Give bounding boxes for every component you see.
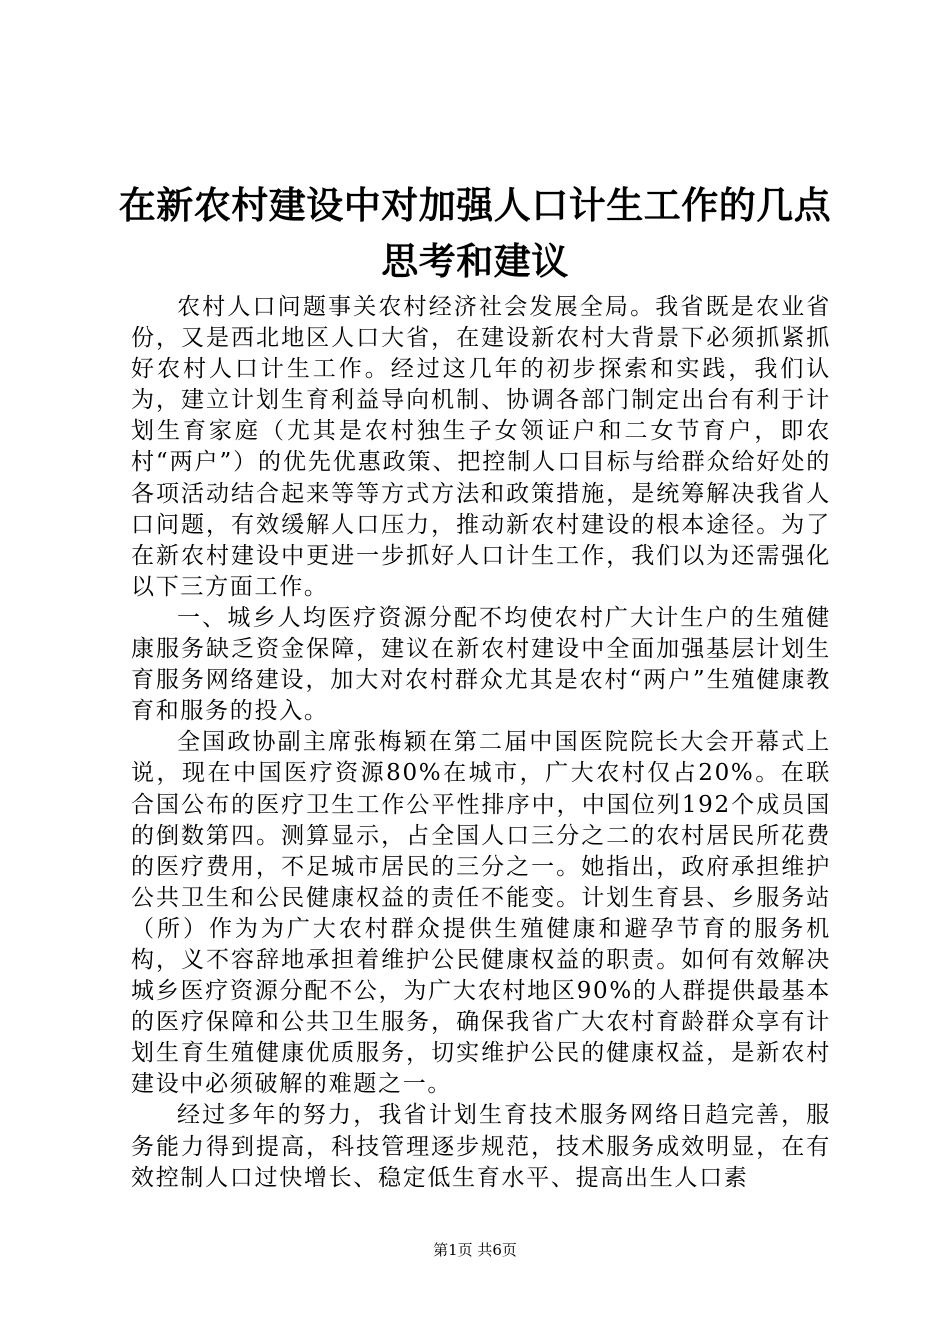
document-title: 在新农村建设中对加强人口计生工作的几点思考和建议 xyxy=(118,184,832,283)
document-body xyxy=(131,292,831,1194)
paragraph-section-one-heading: 一、城乡人均医疗资源分配不均使农村广大计生户的生殖健康服务缺乏资金保障，建议在新农村建设中全面加强基层计划生育服务网络建设，加大对农村群众尤其是农村“两户”生殖健康教育和服务的投入。 xyxy=(131,604,831,725)
paragraph-intro: 农村人口问题事关农村经济社会发展全局。我省既是农业省份，又是西北地区人口大省，在建设新农村大背景下必须抓紧抓好农村人口计生工作。经过这几年的初步探索和实践，我们认为，建立计划生育利益导向机制、协调各部门制定出台有利于计划生育家庭（尤其是农村独生子女领证户和二女节育户，即农村“两户”）的优先优惠政策、把控制人口目标与给群众给好处的各项活动结合起来等等方式方法和政策措施，是统筹解决我省人口问题，有效缓解人口压力，推动新农村建设的根本途径。为了在新农村建设中更进一步抓好人口计生工作，我们以为还需强化以下三方面工作。 xyxy=(131,294,831,600)
paragraph-medical-resources: 全国政协副主席张梅颖在第二届中国医院院长大会开幕式上说，现在中国医疗资源80%在城市，广大农村仅占20%。在联合国公布的医疗卫生工作公平性排序中，中国位列192个成员国的倒数第四。测算显示，占全国人口三分之二的农村居民所花费的医疗费用，不足城市居民的三分之一。她指出，政府承担维护公共卫生和公民健康权益的责任不能变。计划生育县、乡服务站（所）作为为广大农村群众提供生殖健康和避孕节育的服务机构，义不容辞地承担着维护公民健康权益的职责。如何有效解决城乡医疗资源分配不公，为广大农村地区90%的人群提供最基本的医疗保障和公共卫生服务，确保我省广大农村育龄群众享有计划生育生殖健康优质服务，切实维护公民的健康权益，是新农村建设中必须破解的难题之一。 xyxy=(131,729,831,1098)
page-number-footer: 第1页 共6页 xyxy=(433,1241,517,1259)
paragraph-service-network: 经过多年的努力，我省计划生育技术服务网络日趋完善，服务能力得到提高，科技管理逐步规范，技术服务成效明显，在有效控制人口过快增长、稳定低生育水平、提高出生人口素 xyxy=(131,1102,831,1191)
